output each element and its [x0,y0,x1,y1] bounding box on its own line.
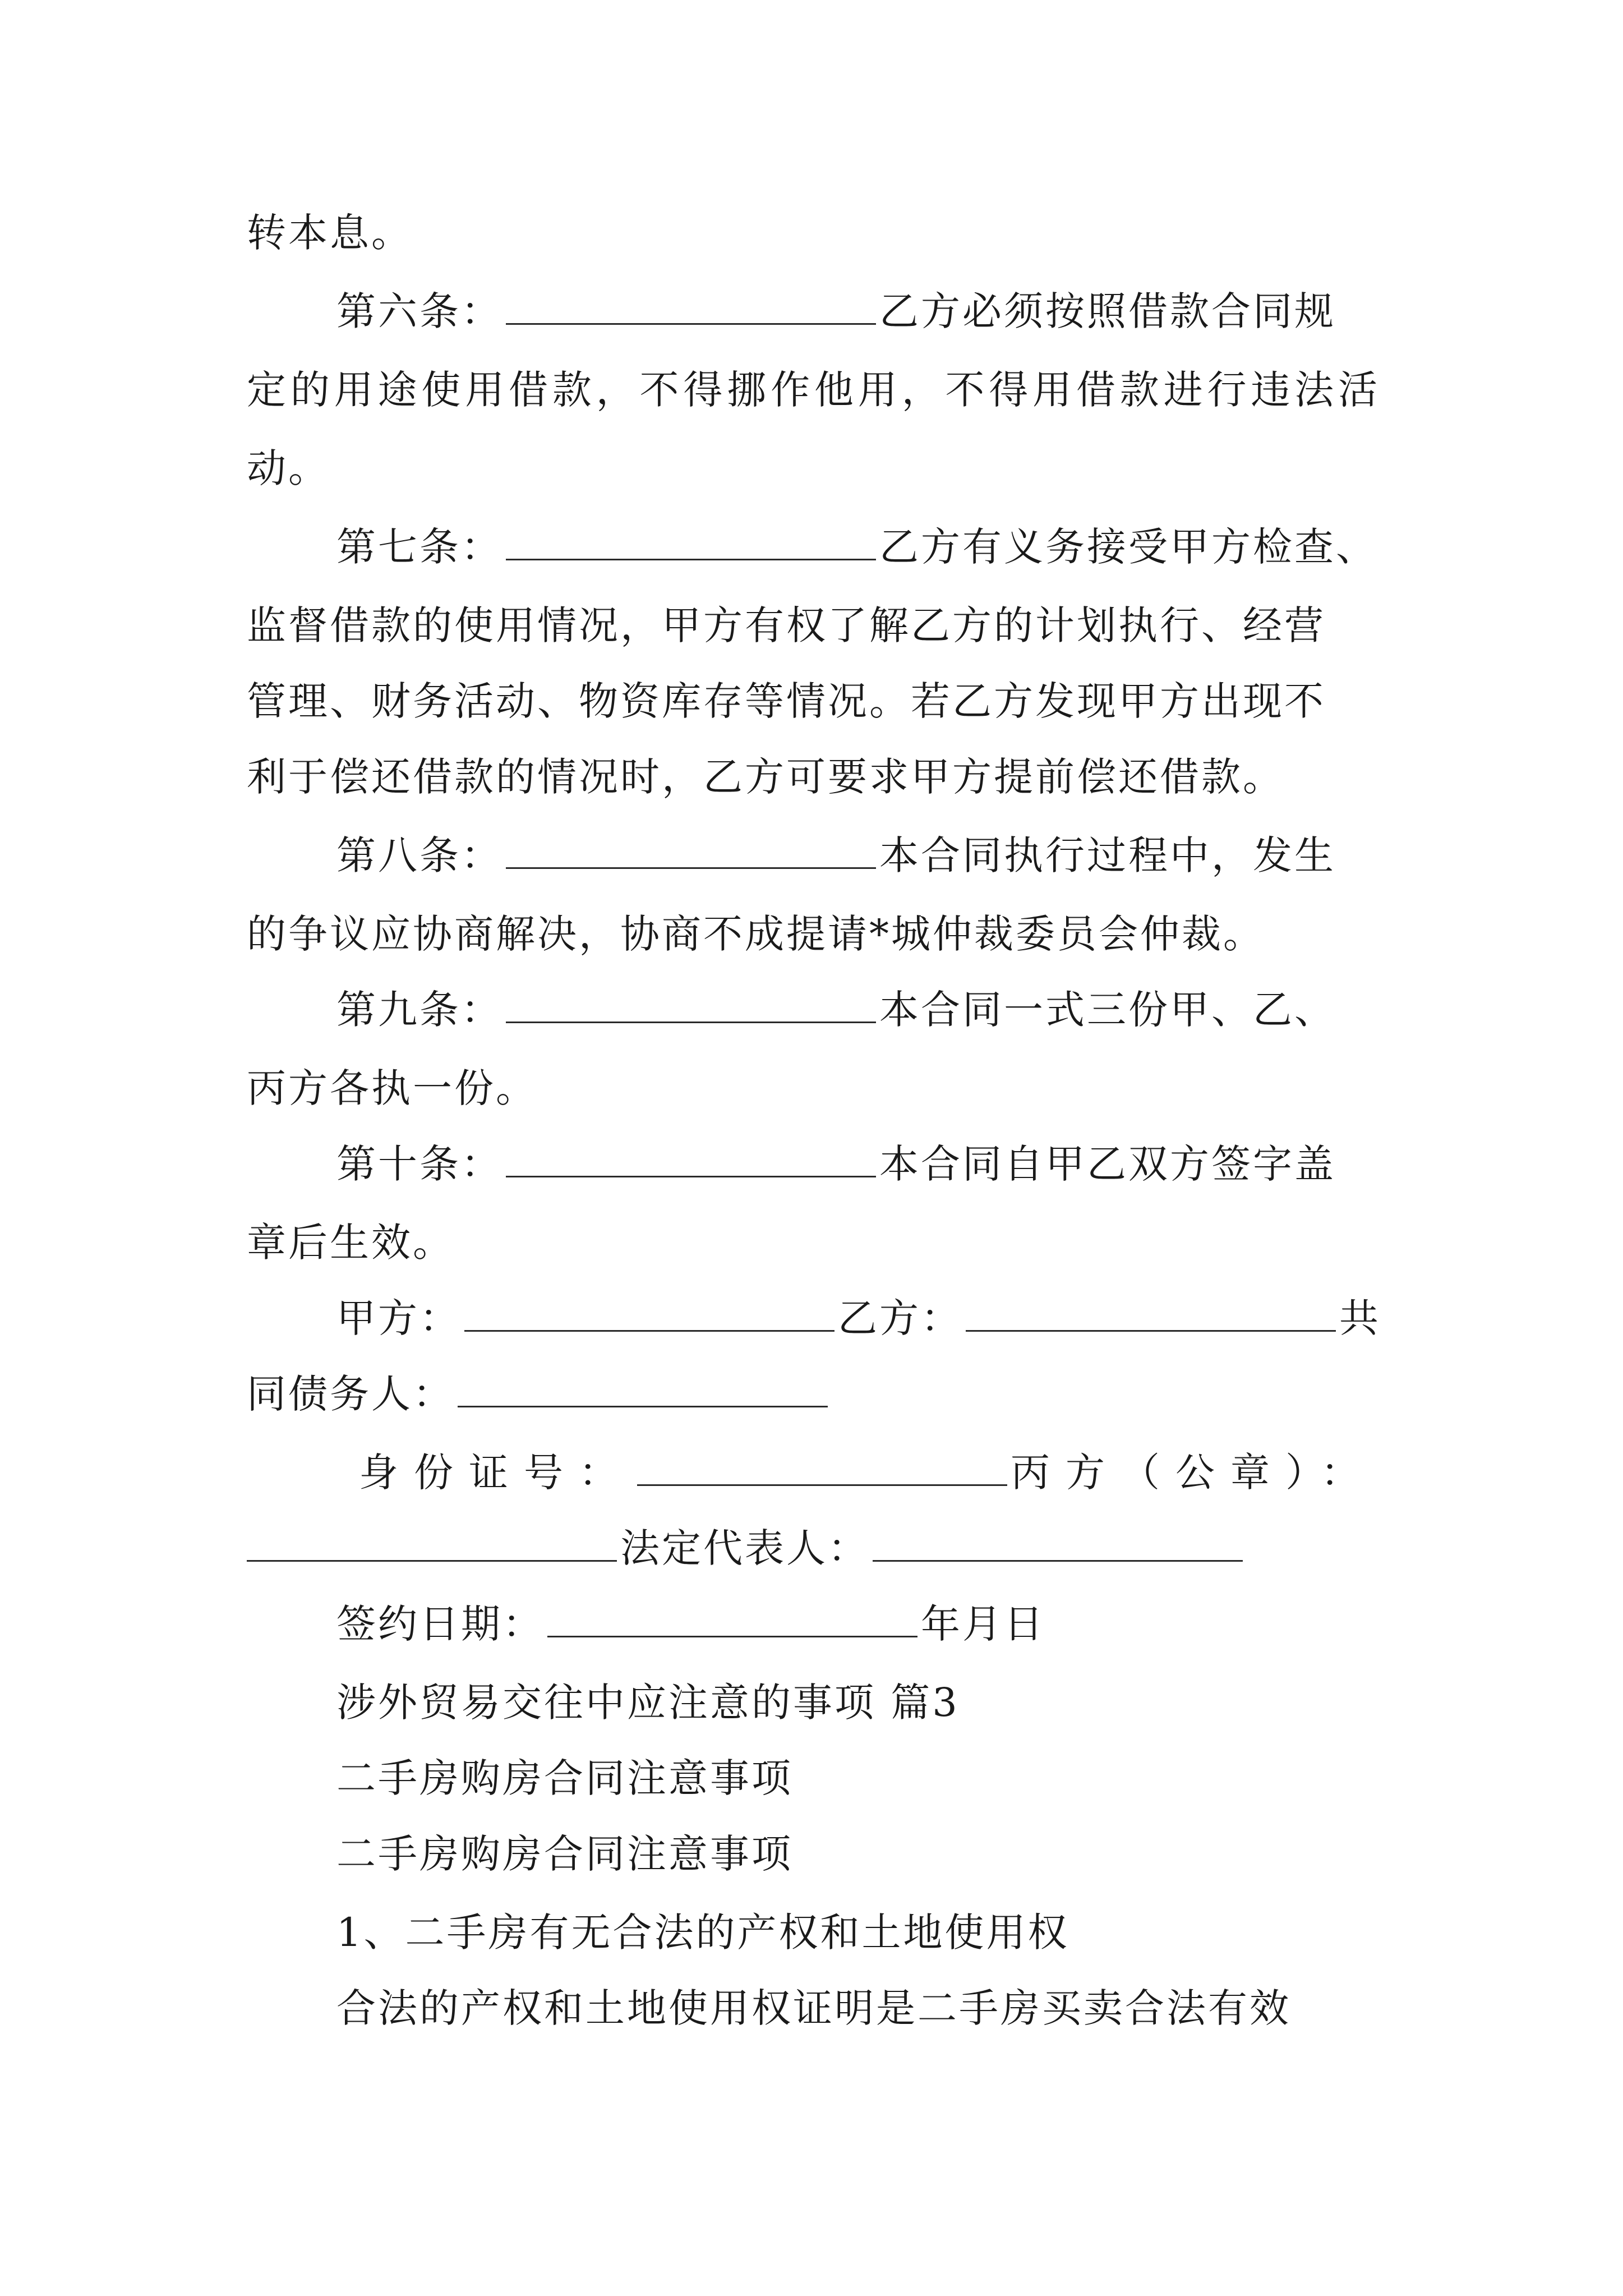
text: 1、二手房有无合法的产权和土地使用权 [336,1910,1069,1955]
text-line [247,746,1380,808]
id-number-label: 身份证号： [359,1450,634,1496]
article-8-line [247,825,1380,886]
fill-blank [506,523,876,560]
co-debtor-label: 同债务人： [247,1371,454,1417]
party-c-blank [247,1524,617,1562]
party-b-label: 乙方： [838,1295,962,1341]
title-text: 二手房购房合同注意事项 [336,1755,793,1801]
text: 章后生效。 [247,1220,454,1266]
id-number-blank [637,1448,1007,1486]
text-line [247,202,1380,264]
text: 的争议应协商解决，协商不成提请*城仲裁委员会仲裁。 [247,911,1265,957]
text-line [247,670,1380,732]
text: 本合同自甲乙双方签字盖 [879,1141,1336,1187]
text: 监督借款的使用情况，甲方有权了解乙方的计划执行、经营 [247,602,1326,648]
fill-blank [506,831,876,869]
text: 利于偿还借款的情况时，乙方可要求甲方提前偿还借款。 [247,754,1284,800]
legal-rep-blank [873,1524,1243,1562]
legal-rep-label: 法定代表人： [620,1525,869,1571]
co-debtor-blank [458,1370,828,1407]
sign-date-label: 签约日期： [336,1601,544,1647]
text: 定的用途使用借款，不得挪作他用，不得用借款进行违法活 [247,367,1380,413]
text-line [247,903,1380,965]
text-line [247,1212,1380,1273]
party-a-blank [464,1294,834,1332]
heading-text: 涉外贸易交往中应注意的事项 篇3 [336,1680,960,1726]
id-number-line [247,1442,1380,1503]
section-title [247,1747,1380,1809]
text-line [247,1977,1380,2039]
article-label: 第七条： [336,524,502,570]
text-line [247,1057,1380,1119]
article-label: 第十条： [336,1141,502,1187]
text: 本合同一式三份甲、乙、 [879,987,1336,1033]
article-7-line [247,516,1380,578]
section-title [247,1823,1380,1885]
text-line [247,438,1380,499]
section-heading [247,1672,1380,1733]
title-text: 二手房购房合同注意事项 [336,1831,793,1877]
text: 动。 [247,445,330,491]
text: 年月日 [921,1601,1045,1647]
article-label: 第八条： [336,832,502,878]
article-6-line [247,280,1380,342]
text: 丙方各执一份。 [247,1065,537,1111]
text: 乙方有义务接受甲方检查、 [879,524,1377,570]
fill-blank [506,986,876,1023]
signatory-line [247,1287,1380,1349]
legal-rep-line [247,1517,1380,1579]
fill-blank [506,287,876,325]
party-a-label: 甲方： [336,1295,461,1341]
article-9-line [247,979,1380,1041]
text-line [247,595,1380,656]
text: 转本息。 [247,210,413,256]
party-b-blank [966,1294,1336,1332]
article-label: 第六条： [336,288,502,334]
sign-date-blank [547,1600,917,1637]
co-debtor-line [247,1363,1380,1425]
text: 管理、财务活动、物资库存等情况。若乙方发现甲方出现不 [247,678,1326,724]
list-item [247,1902,1380,1963]
text: 合法的产权和土地使用权证明是二手房买卖合法有效 [336,1985,1291,2031]
text: 共 [1339,1295,1381,1341]
text: 本合同执行过程中，发生 [879,832,1336,878]
article-label: 第九条： [336,987,502,1033]
fill-blank [506,1140,876,1177]
party-c-label: 丙方（公章）： [1011,1450,1376,1496]
sign-date-line [247,1593,1380,1655]
text-line [247,359,1380,421]
text: 乙方必须按照借款合同规 [879,288,1336,334]
article-10-line [247,1133,1380,1195]
